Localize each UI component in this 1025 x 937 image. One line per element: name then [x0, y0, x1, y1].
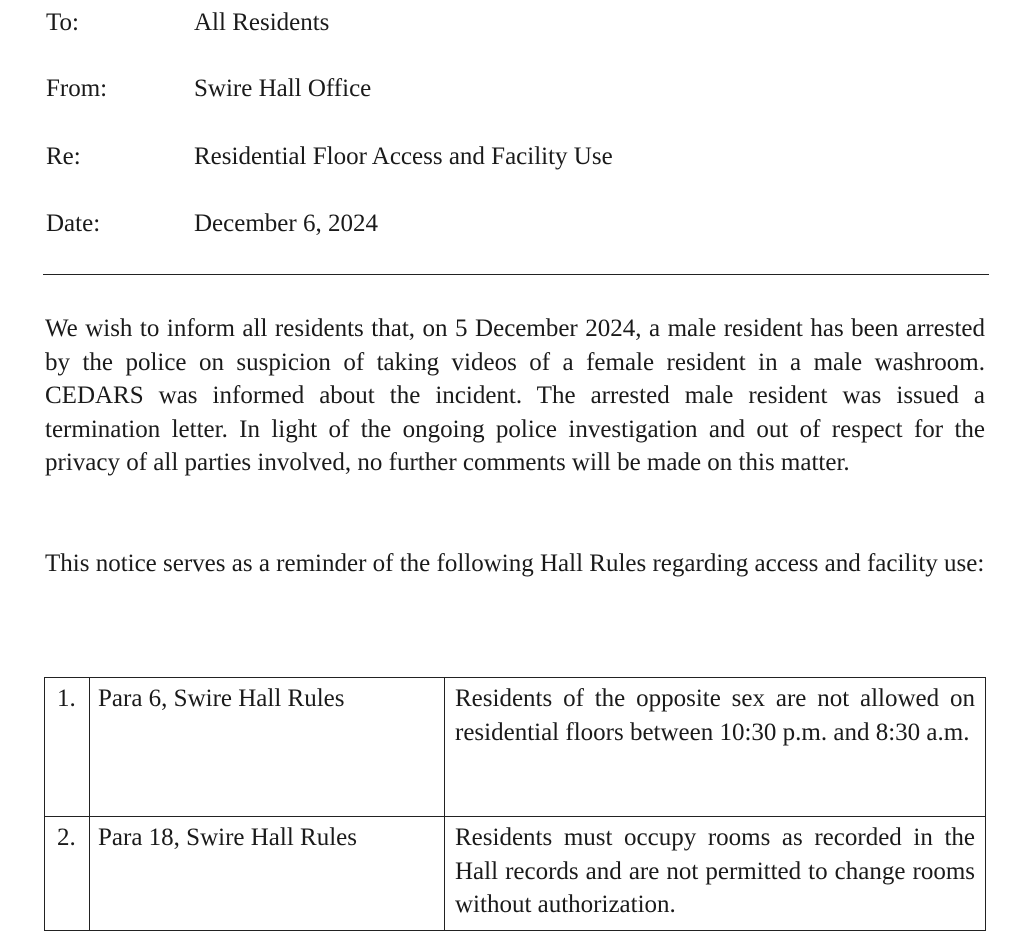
- hall-rules-table: [44, 677, 986, 931]
- to-value: All Residents: [194, 9, 330, 36]
- reminder-paragraph: This notice serves as a reminder of the following Hall Rules regarding access and facility use:: [45, 550, 985, 577]
- from-label: From:: [46, 75, 108, 102]
- re-label: Re:: [46, 143, 81, 170]
- date-value: December 6, 2024: [194, 210, 378, 237]
- rule-number: 1.: [45, 678, 90, 817]
- to-label: To:: [46, 9, 79, 36]
- table-row: [45, 678, 986, 817]
- header-date-row: [46, 209, 378, 239]
- rule-description: Residents must occupy rooms as recorded in the Hall records and are not permitted to change rooms without authorization.: [445, 817, 986, 931]
- rule-reference: Para 18, Swire Hall Rules: [90, 817, 445, 931]
- header-to-row: [46, 8, 329, 38]
- rule-description: Residents of the opposite sex are not allowed on residential floors between 10:30 p.m. and 8:30 a.m.: [445, 678, 986, 817]
- header-divider: [43, 274, 989, 275]
- incident-paragraph: We wish to inform all residents that, on 5 December 2024, a male resident has been arrested by the police on suspicion of taking videos of a female resident in a male washroom. CEDARS was informed about the incident. The arrested male resident was issued a termination letter. In light of the ongoing police investigation and out of respect for the privacy of all parties involved, no further comments will be made on this matter.: [45, 315, 985, 476]
- rule-number: 2.: [45, 817, 90, 931]
- table-row: [45, 817, 986, 931]
- rule-reference: Para 6, Swire Hall Rules: [90, 678, 445, 817]
- header-from-row: [46, 74, 371, 104]
- date-label: Date:: [46, 210, 101, 237]
- from-value: Swire Hall Office: [194, 75, 372, 102]
- re-value: Residential Floor Access and Facility Use: [194, 143, 613, 170]
- header-re-row: [46, 142, 613, 172]
